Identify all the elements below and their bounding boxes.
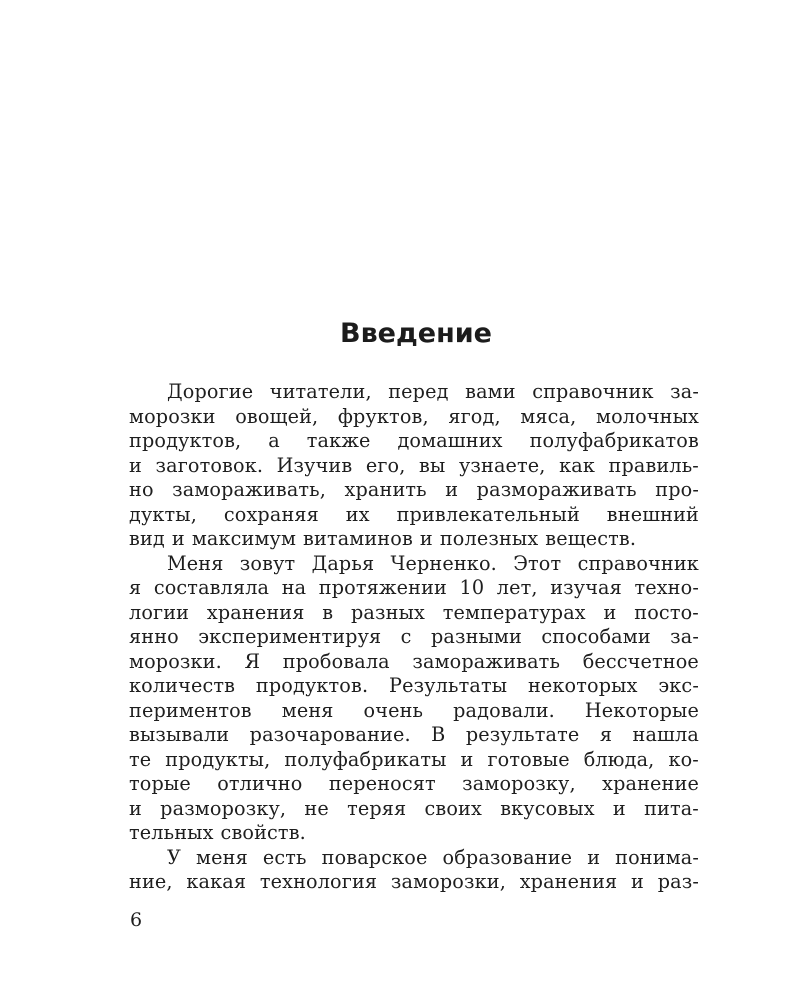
word: технология <box>259 870 378 893</box>
word: в <box>322 600 334 624</box>
word: пробовала <box>282 649 390 673</box>
word: Результаты <box>389 674 508 697</box>
word: но <box>129 478 154 501</box>
word: справочник <box>577 551 699 575</box>
word: его, <box>365 453 406 477</box>
word: экспериментируя <box>198 625 382 648</box>
word: ко- <box>668 747 699 771</box>
word: про- <box>655 478 699 501</box>
word: некоторых <box>527 674 638 697</box>
text-line <box>129 748 699 773</box>
text-line <box>129 797 699 822</box>
word: изучая <box>550 576 622 599</box>
word: У <box>167 845 182 869</box>
word: Черненко. <box>390 551 497 575</box>
word: бессчетное <box>582 649 699 673</box>
text-line <box>129 846 699 871</box>
word: продукты, <box>165 747 271 771</box>
word: заморозку, <box>462 772 576 795</box>
word: овощей, <box>235 404 319 428</box>
text-line <box>129 454 699 479</box>
word: Некоторые <box>584 698 699 722</box>
word: как <box>559 453 595 477</box>
word: и <box>129 796 142 820</box>
word: поварское <box>321 845 428 869</box>
page-number: 6 <box>130 909 143 931</box>
word: посто- <box>634 600 699 624</box>
word: вид <box>129 527 165 550</box>
word: Дарья <box>311 551 375 575</box>
text-line <box>129 625 699 650</box>
word: и <box>171 527 185 550</box>
word: вы <box>419 453 446 477</box>
word: экс- <box>658 674 699 697</box>
word: замораживать <box>412 649 561 673</box>
word: фруктов, <box>337 404 429 428</box>
text-line <box>129 576 699 601</box>
word: Изучив <box>276 453 353 477</box>
text-line <box>129 552 699 577</box>
word: меня <box>196 845 248 869</box>
word: температурах <box>442 600 586 624</box>
text-line <box>129 821 699 846</box>
word: теряя <box>347 796 407 820</box>
text-line <box>129 429 699 454</box>
text-line <box>129 405 699 430</box>
text-line <box>129 723 699 748</box>
word: Этот <box>513 551 562 575</box>
chapter-title: Введение <box>340 318 492 349</box>
word: я <box>129 576 142 599</box>
word: блюда, <box>583 747 655 771</box>
word: Дорогие <box>167 380 254 403</box>
word: разморозку, <box>160 796 287 820</box>
word: заготовок. <box>155 453 264 477</box>
text-line <box>129 527 699 552</box>
word: вызывали <box>129 723 230 746</box>
word: протяжении <box>318 576 447 599</box>
word: меня <box>281 698 334 722</box>
word: готовые <box>487 747 570 771</box>
word: ягод, <box>448 404 501 428</box>
word: правиль- <box>608 453 699 477</box>
word: и <box>445 478 459 501</box>
word: свойств. <box>220 821 306 844</box>
word: морозки <box>129 404 216 428</box>
word: не <box>304 796 329 820</box>
word: логии <box>129 600 190 624</box>
text-line <box>129 650 699 675</box>
word: их <box>345 502 370 526</box>
word: раз- <box>657 870 699 893</box>
text-line <box>129 772 699 797</box>
word: техно- <box>634 576 699 599</box>
word: и <box>631 870 644 893</box>
word: разочарование. <box>249 723 411 746</box>
word: размораживать <box>476 478 637 501</box>
word: количеств <box>129 674 236 697</box>
word: также <box>306 429 371 452</box>
word: хранить <box>344 478 427 501</box>
word: результате <box>465 723 580 746</box>
word: полуфабрикатов <box>529 429 699 452</box>
word: сохраняя <box>223 502 319 526</box>
word: ние, <box>129 870 173 893</box>
word: вами <box>465 380 516 403</box>
word: 10 <box>459 576 485 599</box>
word: образование <box>442 845 573 869</box>
word: хранение <box>602 772 699 795</box>
text-line <box>129 699 699 724</box>
word: пита- <box>644 796 699 820</box>
text-line <box>129 870 699 895</box>
body-text <box>129 380 699 895</box>
text-line <box>129 674 699 699</box>
word: периментов <box>129 698 252 722</box>
word: разными <box>430 625 522 648</box>
word: очень <box>363 698 424 722</box>
word: домашних <box>397 429 503 452</box>
word: продуктов. <box>255 674 369 697</box>
word: торые <box>129 772 191 795</box>
word: за- <box>670 625 699 648</box>
word: на <box>281 576 307 599</box>
word: какая <box>186 870 247 893</box>
word: полезных <box>439 527 539 550</box>
word: В <box>431 723 446 746</box>
word: хранения <box>206 600 305 624</box>
word: продуктов, <box>129 429 242 452</box>
word: зовут <box>239 551 296 575</box>
word: Меня <box>167 551 224 575</box>
word: есть <box>262 845 307 869</box>
text-line <box>129 380 699 405</box>
word: и <box>129 453 142 477</box>
word: хранения <box>519 870 618 893</box>
word: и <box>603 600 617 624</box>
word: способами <box>541 625 651 648</box>
word: переносят <box>328 772 436 795</box>
word: отлично <box>217 772 303 795</box>
word: с <box>400 625 412 648</box>
text-line <box>129 478 699 503</box>
word: и <box>419 527 433 550</box>
word: вкусовых <box>500 796 595 820</box>
word: и <box>460 747 474 771</box>
word: янно <box>129 625 179 648</box>
word: витаминов <box>303 527 413 550</box>
word: максимум <box>191 527 297 550</box>
word: радовали. <box>453 698 555 722</box>
word: справочник <box>532 380 654 403</box>
word: и <box>587 845 601 869</box>
word: понима- <box>615 845 699 869</box>
word: замораживать, <box>172 478 327 501</box>
word: те <box>129 747 152 771</box>
word: привлекательный <box>396 502 580 526</box>
word: тельных <box>129 821 214 844</box>
word: перед <box>388 380 449 403</box>
word: узнаете, <box>458 453 546 477</box>
word: мяса, <box>520 404 577 428</box>
word: внешний <box>606 502 699 526</box>
word: лет, <box>496 576 538 599</box>
word: полуфабрикаты <box>284 747 447 771</box>
word: а <box>268 429 280 452</box>
word: и <box>612 796 626 820</box>
text-line <box>129 601 699 626</box>
word: веществ. <box>545 527 637 550</box>
word: читатели, <box>269 380 372 403</box>
text-line <box>129 503 699 528</box>
word: за- <box>670 380 699 403</box>
word: морозки. <box>129 649 222 673</box>
word: составляла <box>153 576 270 599</box>
word: нашла <box>632 723 699 746</box>
word: дукты, <box>129 502 197 526</box>
word: Я <box>244 649 261 673</box>
word: я <box>599 723 613 746</box>
word: своих <box>424 796 482 820</box>
word: разных <box>351 600 425 624</box>
word: молочных <box>596 404 699 428</box>
word: заморозки, <box>390 870 506 893</box>
